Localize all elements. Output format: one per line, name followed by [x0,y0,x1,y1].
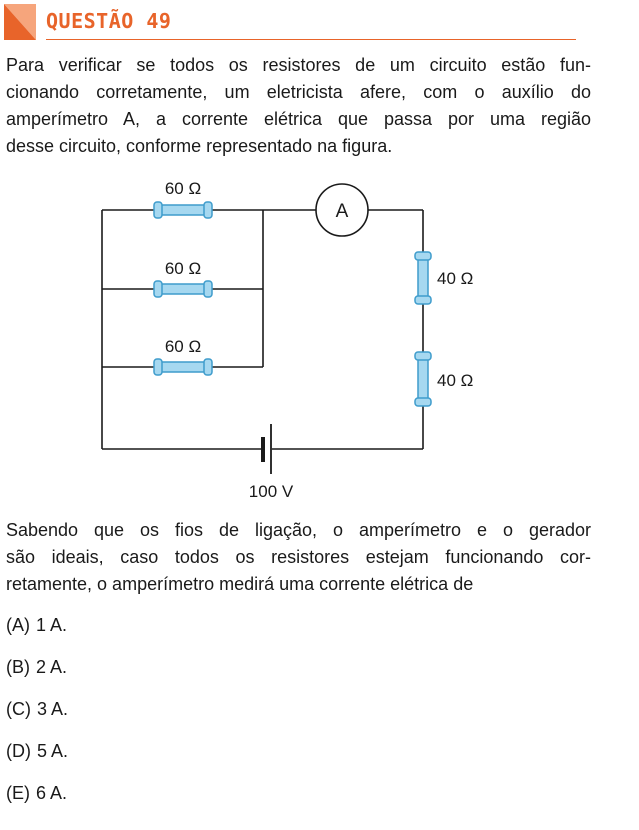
option-text: 3 A. [37,699,69,719]
ammeter-label: A [335,201,349,222]
resistor-label: 60 Ω [164,337,202,356]
option-letter: (A) [6,615,30,635]
option-text: 1 A. [36,615,68,635]
intro-line: desse circuito, conforme representado na figura. [6,136,393,156]
statement-line: retamente, o amperímetro medirá uma corrente elétrica de [6,574,474,594]
option-letter: (D) [6,741,31,761]
resistor-right-2 [415,352,431,406]
resistor-label: 60 Ω [164,259,202,278]
intro-line: amperímetro A, a corrente elétrica que passa por uma região [6,109,591,129]
circuit-diagram [0,168,639,508]
option-letter: (C) [6,699,31,719]
option-letter: (E) [6,783,30,803]
answer-options [6,614,306,824]
battery-label: 100 V [248,482,294,501]
option-text: 2 A. [36,657,68,677]
intro-line: cionando corretamente, um eletricista afere, com o auxílio do [6,82,591,102]
option-e[interactable] [6,782,306,824]
resistor-left-1 [154,202,212,218]
option-letter: (B) [6,657,30,677]
option-text: 5 A. [37,741,69,761]
resistor-left-3 [154,359,212,375]
option-a[interactable] [6,614,306,656]
resistor-right-1 [415,252,431,304]
resistor-label: 40 Ω [437,269,474,288]
option-c[interactable] [6,698,306,740]
statement-line: são ideais, caso todos os resistores estejam funcionando cor- [6,547,591,567]
resistor-left-2 [154,281,212,297]
option-text: 6 A. [36,783,68,803]
statement-paragraph [6,517,591,598]
intro-line: Para verificar se todos os resistores de um circuito estão fun- [6,55,591,75]
question-flag-icon [4,4,36,40]
option-b[interactable] [6,656,306,698]
question-header [0,0,639,44]
intro-paragraph [6,52,591,160]
header-divider [46,39,576,40]
statement-line: Sabendo que os fios de ligação, o amperímetro e o gerador [6,520,591,540]
resistor-label: 40 Ω [437,371,474,390]
resistor-label: 60 Ω [164,179,202,198]
question-title: QUESTÃO 49 [46,9,172,33]
circuit-wires [102,210,423,449]
ammeter [316,184,368,236]
option-d[interactable] [6,740,306,782]
battery [263,424,271,474]
